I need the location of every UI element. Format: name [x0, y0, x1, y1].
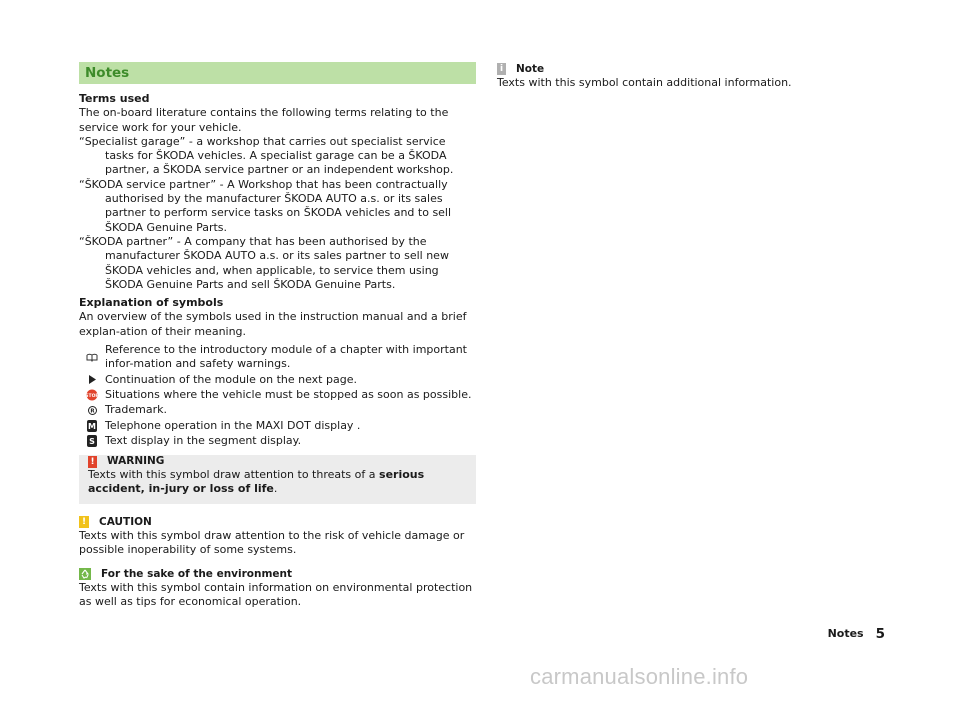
caution-icon: !: [79, 516, 89, 528]
caution-header: [79, 515, 476, 529]
symbol-row: [79, 373, 476, 387]
trademark-icon: [79, 406, 105, 415]
warning-header: [88, 455, 467, 468]
caution-label: CAUTION: [99, 515, 152, 528]
note-text: Texts with this symbol contain additional information.: [497, 76, 792, 90]
warning-box: [79, 455, 476, 504]
environment-header: [79, 567, 476, 581]
page-footer: [828, 627, 885, 641]
symbol-row: [79, 403, 476, 417]
term-service-partner: “ŠKODA service partner” - A Workshop that has been contractually authorised by the manufacturer ŠKODA AUTO a.s. or its sales partner to perform service tasks on ŠKODA vehicles and to sell ŠKODA Genuine Parts.: [79, 177, 452, 234]
symbol-text: Reference to the introductory module of a chapter with important infor-mation and safety warnings.: [105, 343, 467, 371]
symbol-text: Telephone operation in the MAXI DOT display .: [105, 418, 361, 432]
term-skoda-partner: “ŠKODA partner” - A company that has been authorised by the manufacturer ŠKODA AUTO a.s. or its sales partner to sell new ŠKODA vehicles and, when applicable, to service them using ŠKODA Genuine Parts and sell ŠKODA Genuine Parts.: [79, 234, 449, 291]
stop-icon: [79, 389, 105, 401]
environment-text: Texts with this symbol contain information on environmental protection as well as tips for economical operation.: [79, 580, 473, 609]
warning-label: WARNING: [107, 455, 165, 468]
caution-text: Texts with this symbol draw attention to the risk of vehicle damage or possible inoperability of some systems.: [79, 529, 465, 557]
warning-text: [88, 468, 467, 497]
book-icon: [79, 353, 105, 362]
svg-text:S: S: [89, 436, 95, 446]
warning-icon: !: [88, 456, 97, 468]
page-number: 5: [875, 626, 885, 642]
symbol-text: Situations where the vehicle must be stopped as soon as possible.: [105, 387, 472, 401]
caution-section: [79, 515, 476, 558]
symbol-row: [79, 388, 476, 402]
warning-text-bold: serious accident, in-jury or loss of life: [88, 468, 425, 496]
note-icon: i: [497, 63, 506, 75]
symbols-section: [79, 296, 476, 448]
section-title: Notes: [79, 62, 476, 84]
symbol-row: [79, 419, 476, 433]
symbols-heading: Explanation of symbols: [79, 296, 224, 310]
environment-label: For the sake of the environment: [101, 567, 293, 580]
note-label: Note: [516, 63, 545, 75]
symbol-text: Trademark.: [105, 403, 167, 417]
svg-text:R: R: [89, 408, 95, 415]
watermark: carmanualsonline.info: [530, 664, 749, 689]
symbol-row: [79, 434, 476, 448]
term-specialist-garage: “Specialist garage” - a workshop that carries out specialist service tasks for ŠKODA vehicles. A specialist garage can be a ŠKODA partner, a ŠKODA service partner or an independent workshop.: [79, 134, 454, 177]
svg-text:M: M: [88, 421, 96, 431]
symbol-text: Text display in the segment display.: [105, 433, 302, 447]
terms-section: [79, 92, 476, 292]
warning-text-end: .: [273, 482, 278, 496]
svg-text:STOP: STOP: [85, 394, 99, 400]
note-header: [497, 62, 897, 76]
arrow-right-icon: [79, 375, 105, 384]
symbols-intro: An overview of the symbols used in the instruction manual and a brief explan-ation of their meaning.: [79, 310, 467, 338]
left-column: [79, 62, 476, 610]
right-column: [497, 62, 897, 91]
symbol-text: Continuation of the module on the next page.: [105, 372, 357, 386]
terms-heading: Terms used: [79, 92, 150, 105]
segment-display-icon: [79, 435, 105, 447]
footer-title: Notes: [827, 627, 864, 640]
environment-icon: [79, 568, 91, 580]
terms-intro: The on-board literature contains the following terms relating to the service work for your vehicle.: [79, 106, 449, 134]
warning-text-start: Texts with this symbol draw attention to threats of a: [88, 468, 380, 482]
symbol-row: [79, 343, 476, 372]
environment-section: [79, 567, 476, 610]
maxi-dot-icon: [79, 420, 105, 432]
